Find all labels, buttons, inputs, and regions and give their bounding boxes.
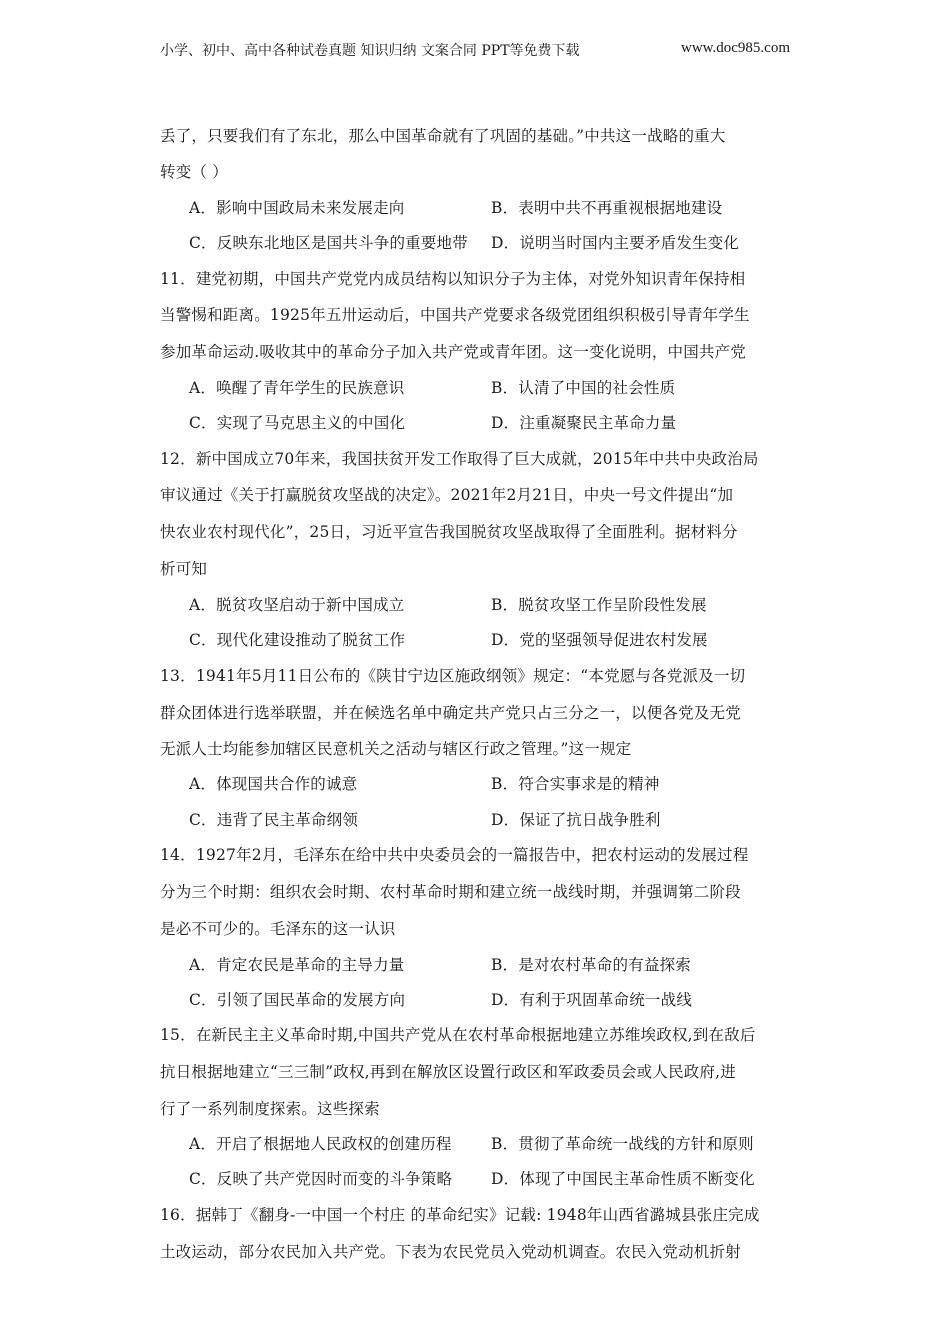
page-header [160, 40, 790, 64]
q10-option-b: B．表明中共不再重视根据地建设 [491, 199, 723, 217]
q12-line-3: 快农业农村现代化”，25日，习近平宣告我国脱贫攻坚战取得了全面胜利。据材料分 [160, 523, 738, 541]
q10-line-1: 丢了，只要我们有了东北，那么中国革命就有了巩固的基础。”中共这一战略的重大 [160, 127, 726, 145]
q13-line-3: 无派人士均能参加辖区民意机关之活动与辖区行政之管理。”这一规定 [160, 740, 632, 758]
q10-option-c: C．反映东北地区是国共斗争的重要地带 [189, 234, 468, 252]
q11-option-a: A．唤醒了青年学生的民族意识 [189, 379, 405, 397]
q10-option-a: A．影响中国政局未来发展走向 [189, 199, 405, 217]
q14-option-b: B．是对农村革命的有益探索 [491, 956, 691, 974]
q11-option-d: D．注重凝聚民主革命力量 [491, 414, 677, 432]
header-website: www.doc985.com [680, 40, 790, 56]
q12-line-4: 析可知 [160, 560, 208, 578]
q13-line-2: 群众团体进行选举联盟，并在候选名单中确定共产党只占三分之一，以便各党及无党 [160, 704, 741, 722]
q11-option-c: C．实现了马克思主义的中国化 [189, 414, 406, 432]
header-left-text: 小学、初中、高中各种试卷真题 知识归纳 文案合同 PPT等免费下载 [160, 43, 580, 59]
q11-line-2: 当警惕和距离。1925年五卅运动后，中国共产党要求各级党团组织积极引导青年学生 [160, 306, 750, 324]
q11-line-3: 参加革命运动.吸收其中的革命分子加入共产党或青年团。这一变化说明，中国共产党 [160, 343, 747, 361]
q12-line-2: 审议通过《关于打赢脱贫攻坚战的决定》。2021年2月21日，中央一号文件提出“加 [160, 486, 734, 504]
q15-line-2: 抗日根据地建立“三三制”政权,再到在解放区设置行政区和军政委员会或人民政府,进 [160, 1063, 737, 1081]
q13-option-c: C．违背了民主革命纲领 [189, 811, 359, 829]
q14-option-d: D．有利于巩固革命统一战线 [491, 991, 693, 1009]
q12-line-1: 12．新中国成立70年来，我国扶贫开发工作取得了巨大成就，2015年中共中央政治局 [160, 450, 759, 468]
q14-option-c: C．引领了国民革命的发展方向 [189, 991, 406, 1009]
q11-option-b: B．认清了中国的社会性质 [491, 379, 676, 397]
q15-option-d: D．体现了中国民主革命性质不断变化 [491, 1170, 755, 1188]
q16-line-2: 土改运动，部分农民加入共产党。下表为农民党员入党动机调查。农民入党动机折射 [160, 1243, 741, 1261]
q12-option-a: A．脱贫攻坚启动于新中国成立 [189, 596, 405, 614]
q14-line-3: 是必不可少的。毛泽东的这一认识 [160, 920, 396, 938]
q10-option-d: D．说明当时国内主要矛盾发生变化 [491, 234, 740, 252]
q10-line-2: 转变（ ） [160, 163, 228, 181]
q12-option-c: C．现代化建设推动了脱贫工作 [189, 631, 406, 649]
q14-option-a: A．肯定农民是革命的主导力量 [189, 956, 405, 974]
q14-line-2: 分为三个时期：组织农会时期、农村革命时期和建立统一战线时期，并强调第二阶段 [160, 883, 741, 901]
q12-option-b: B．脱贫攻坚工作呈阶段性发展 [491, 596, 707, 614]
q15-option-a: A．开启了根据地人民政权的创建历程 [189, 1135, 452, 1153]
q16-line-1: 16．据韩丁《翻身-一中国一个村庄 的革命纪实》记载: 1948年山西省潞城县张庄完成 [160, 1206, 760, 1224]
q15-option-c: C．反映了共产党因时而变的斗争策略 [189, 1170, 453, 1188]
q15-option-b: B．贯彻了革命统一战线的方针和原则 [491, 1135, 754, 1153]
q15-line-1: 15．在新民主主义革命时期,中国共产党从在农村革命根据地建立苏维埃政权,到在敌后 [160, 1026, 756, 1044]
q13-option-b: B．符合实事求是的精神 [491, 775, 660, 793]
q13-line-1: 13．1941年5月11日公布的《陕甘宁边区施政纲领》规定：“本党愿与各党派及一切 [160, 667, 746, 685]
q12-option-d: D．党的坚强领导促进农村发展 [491, 631, 708, 649]
q15-line-3: 行了一系列制度探索。这些探索 [160, 1100, 380, 1118]
q13-option-d: D．保证了抗日战争胜利 [491, 811, 661, 829]
q11-line-1: 11．建党初期，中国共产党党内成员结构以知识分子为主体，对党外知识青年保持相 [160, 270, 746, 288]
q14-line-1: 14．1927年2月，毛泽东在给中共中央委员会的一篇报告中，把农村运动的发展过程 [160, 846, 749, 864]
q13-option-a: A．体现国共合作的诚意 [189, 775, 358, 793]
